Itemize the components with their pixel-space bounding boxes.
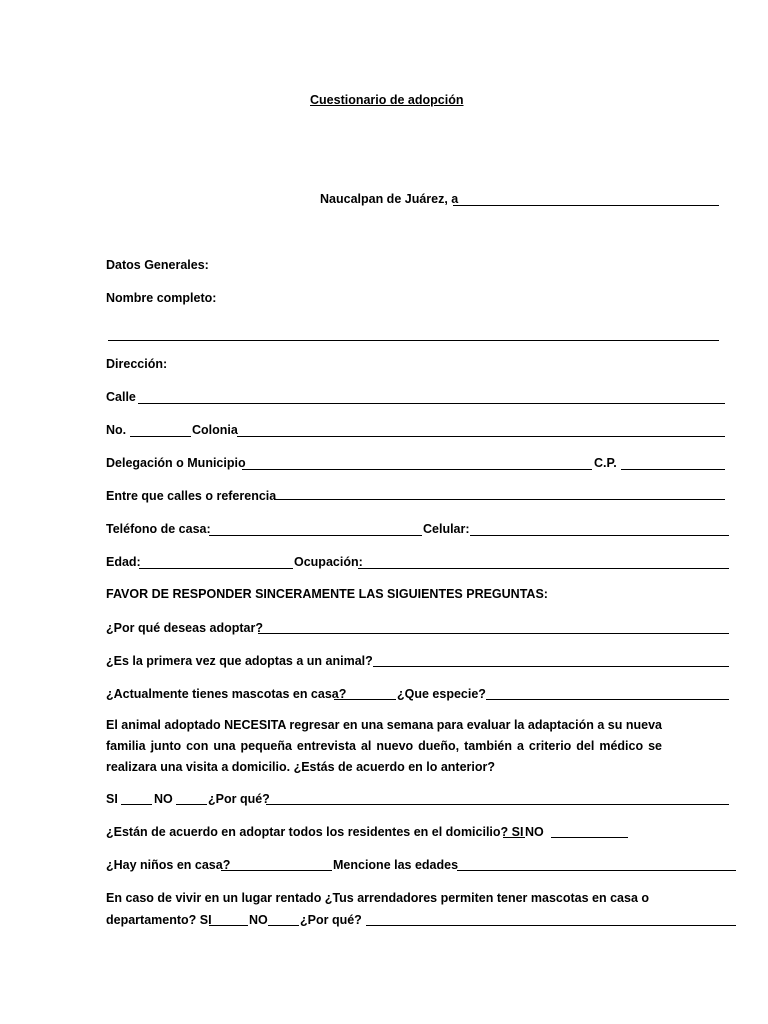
- q-first-time-field[interactable]: [373, 666, 729, 667]
- follow-up-yes-field[interactable]: [121, 804, 152, 805]
- number-field[interactable]: [130, 436, 191, 437]
- residents-no-field[interactable]: [551, 837, 628, 838]
- section-general-heading: Datos Generales:: [106, 258, 209, 272]
- street-field[interactable]: [138, 403, 725, 404]
- q-why-adopt-field[interactable]: [258, 633, 729, 634]
- cell-label: Celular:: [423, 522, 470, 536]
- q-children-field[interactable]: [221, 870, 332, 871]
- cell-field[interactable]: [470, 535, 729, 536]
- q-has-pets-field[interactable]: [334, 699, 396, 700]
- rented-no-label: NO: [249, 913, 268, 927]
- q-why-adopt-label: ¿Por qué deseas adoptar?: [106, 621, 263, 635]
- follow-up-no-field[interactable]: [176, 804, 207, 805]
- occupation-label: Ocupación:: [294, 555, 363, 569]
- paragraph-follow-up: El animal adoptado NECESITA regresar en una semana para evaluar la adaptación a su nueva familia junto con una pequeña entrevista al nuevo dueño, también a criterio del médico se realizara una visita a domicilio. ¿Estás de acuerdo en lo anterior?: [106, 718, 662, 774]
- home-phone-label: Teléfono de casa:: [106, 522, 211, 536]
- cp-field[interactable]: [621, 469, 725, 470]
- colonia-label: Colonia: [192, 423, 238, 437]
- follow-up-yes-label: SI: [106, 792, 118, 806]
- rented-why-field[interactable]: [366, 925, 736, 926]
- residents-no-label: NO: [525, 825, 544, 839]
- full-name-field[interactable]: [108, 340, 719, 341]
- residents-yes-field[interactable]: [503, 837, 525, 838]
- document-title: Cuestionario de adopción: [310, 93, 464, 107]
- home-phone-field[interactable]: [209, 535, 422, 536]
- follow-up-no-label: NO: [154, 792, 173, 806]
- full-name-label: Nombre completo:: [106, 291, 217, 305]
- follow-up-why-field[interactable]: [266, 804, 729, 805]
- q-first-time-label: ¿Es la primera vez que adoptas a un animal?: [106, 654, 373, 668]
- q-species-label: ¿Que especie?: [397, 687, 486, 701]
- occupation-field[interactable]: [358, 568, 729, 569]
- between-streets-field[interactable]: [274, 499, 725, 500]
- department-yes-label: departamento? SI: [106, 913, 212, 927]
- delegacion-label: Delegación o Municipio: [106, 456, 246, 470]
- number-label: No.: [106, 423, 127, 437]
- age-field[interactable]: [139, 568, 293, 569]
- follow-up-why-label: ¿Por qué?: [208, 792, 270, 806]
- rented-yes-field[interactable]: [209, 925, 248, 926]
- rented-no-field[interactable]: [268, 925, 299, 926]
- q-has-pets-label: ¿Actualmente tienes mascotas en casa?: [106, 687, 347, 701]
- questions-header: FAVOR DE RESPONDER SINCERAMENTE LAS SIGUIENTES PREGUNTAS:: [106, 587, 548, 601]
- street-label: Calle: [106, 390, 136, 404]
- mention-ages-field[interactable]: [457, 870, 736, 871]
- q-children-label: ¿Hay niños en casa?: [106, 858, 231, 872]
- rented-why-label: ¿Por qué?: [300, 913, 362, 927]
- address-label: Dirección:: [106, 357, 168, 371]
- mention-ages-label: Mencione las edades: [333, 858, 459, 872]
- date-field[interactable]: [453, 205, 719, 206]
- between-streets-label: Entre que calles o referencia: [106, 489, 277, 503]
- delegacion-field[interactable]: [242, 469, 592, 470]
- place-label: Naucalpan de Juárez, a: [320, 192, 459, 206]
- cp-label: C.P.: [594, 456, 617, 470]
- q-residents-agree-label: ¿Están de acuerdo en adoptar todos los residentes en el domicilio? SI: [106, 825, 524, 839]
- age-label: Edad:: [106, 555, 141, 569]
- paragraph-rented: En caso de vivir en un lugar rentado ¿Tus arrendadores permiten tener mascotas en casa o: [106, 891, 649, 905]
- q-species-field[interactable]: [486, 699, 729, 700]
- colonia-field[interactable]: [237, 436, 725, 437]
